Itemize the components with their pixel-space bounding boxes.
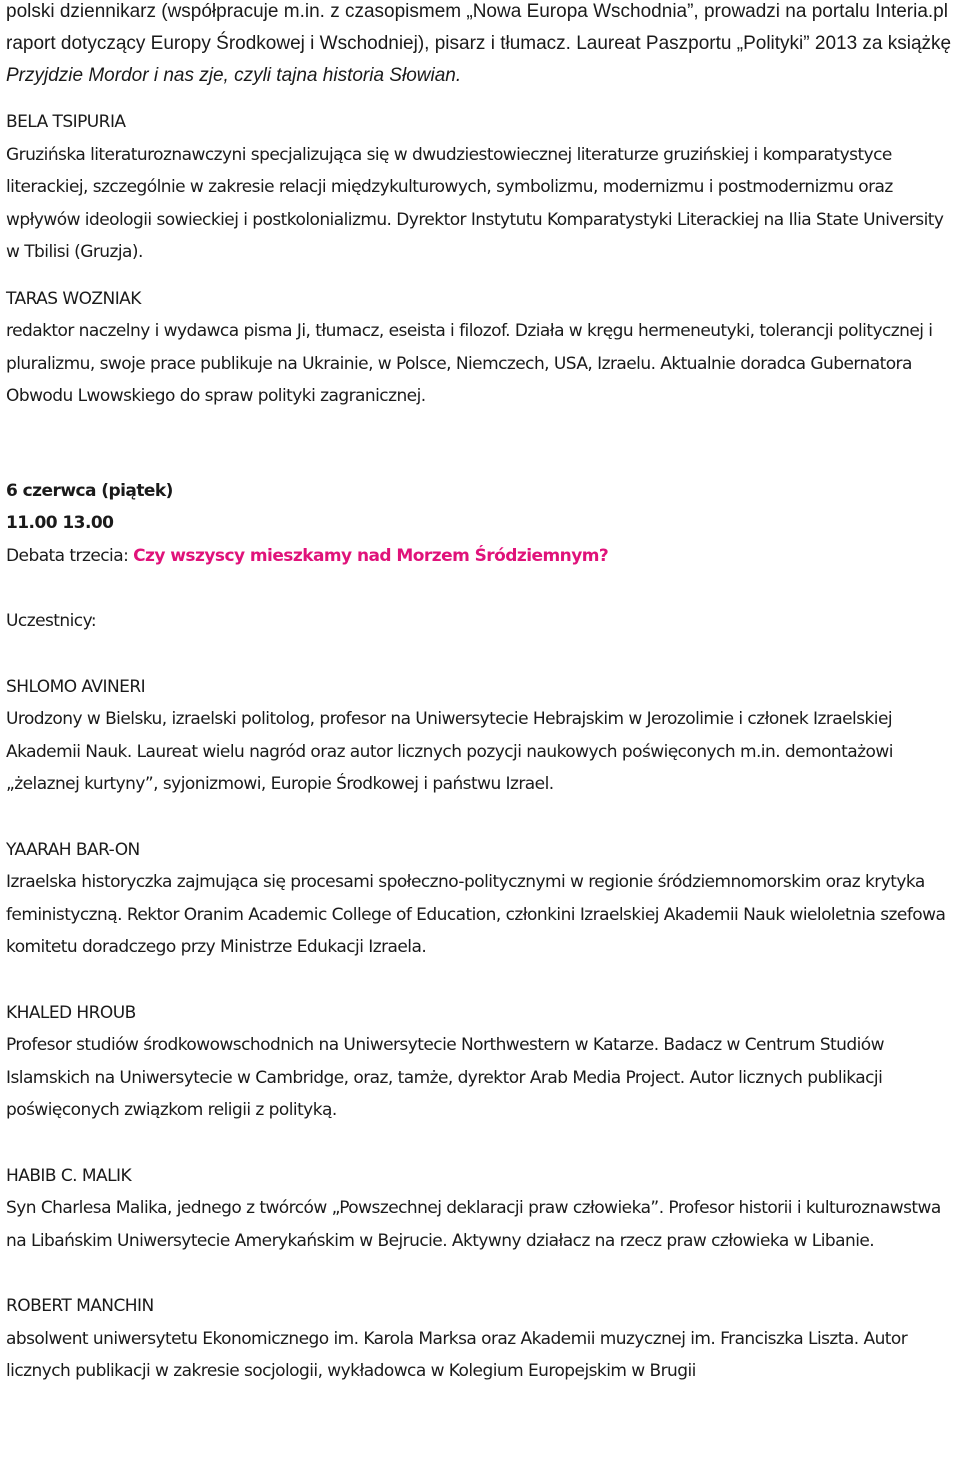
intro-text: polski dziennikarz (współpracuje m.in. z czasopismem „Nowa Europa Wschodnia”, prowadzi na portalu Interia.pl raport dotyczący Europy Środkowej i Wschodniej), pisarz i tłumacz. Laureat Paszportu „Polityki” 2013 za książkę — [6, 1, 952, 54]
debate-title: Czy wszyscy mieszkamy nad Morzem Śródziemnym? — [133, 545, 609, 566]
debate-line — [6, 540, 956, 573]
debate-prefix: Debata trzecia: — [6, 545, 134, 566]
participant-entry — [6, 834, 956, 964]
session-date: 6 czerwca (piątek) — [6, 480, 173, 501]
participant-name: ROBERT MANCHIN — [6, 1296, 154, 1316]
participants-label-wrap — [6, 605, 956, 638]
participant-entry — [6, 671, 956, 801]
participant-bio: Syn Charlesa Malika, jednego z twórców „Powszechnej deklaracji praw człowieka”. Profesor historii i kulturoznawstwa na Libańskim Uniwersytecie Amerykańskim w Bejrucie. Aktywny działacz na rzecz praw człowieka w Libanie. — [6, 1198, 941, 1251]
person-bio: Gruzińska literaturoznawczyni specjalizująca się w dwudziestowiecznej literaturze gruzińskiej i komparatystyce literackiej, szczególnie w zakresie relacji międzykulturowych, symbolizmu, modernizmu i postmodernizmu oraz wpływów ideologii sowieckiej i postkolonializmu. Dyrektor Instytutu Komparatystyki Literackiej na Ilia State University w Tbilisi (Gruzja). — [6, 144, 944, 262]
participant-name: YAARAH BAR-ON — [6, 839, 140, 860]
participant-name: SHLOMO AVINERI — [6, 676, 146, 697]
participants-label: Uczestnicy: — [6, 611, 97, 631]
intro-paragraph — [6, 0, 956, 92]
document-page — [6, 0, 956, 1388]
session-time: 11.00 13.00 — [6, 513, 114, 533]
participant-name: KHALED HROUB — [6, 1002, 136, 1023]
participant-bio: absolwent uniwersytetu Ekonomicznego im. Karola Marksa oraz Akademii muzycznej im. Franciszka Liszta. Autor licznych publikacji w zakresie socjologii, wykładowca w Kolegium Europejskim w Brugii — [6, 1328, 908, 1381]
participant-name: HABIB C. MALIK — [6, 1165, 132, 1186]
person-bio: redaktor naczelny i wydawca pisma Ji, tłumacz, eseista i filozof. Działa w kręgu hermeneutyki, tolerancji politycznej i pluralizmu, swoje prace publikuje na Ukrainie, w Polsce, Niemczech, USA, Izraelu. Aktualnie doradca Gubernatora Obwodu Lwowskiego do spraw polityki zagranicznej. — [6, 321, 933, 406]
person-entry — [6, 283, 956, 413]
participant-entry — [6, 1160, 956, 1258]
person-entry — [6, 106, 956, 269]
participant-bio: Profesor studiów środkowowschodnich na Uniwersytecie Northwestern w Katarze. Badacz w Centrum Studiów Islamskich na Uniwersytecie w Cambridge, oraz, tamże, dyrektor Arab Media Project. Autor licznych publikacji poświęconych związkom religii z polityką. — [6, 1035, 885, 1120]
session-header — [6, 475, 956, 573]
participant-entry — [6, 997, 956, 1127]
intro-book-title: Przyjdzie Mordor i nas zje, czyli tajna historia Słowian. — [6, 65, 462, 86]
participant-bio: Izraelska historyczka zajmująca się procesami społeczno-politycznymi w regionie śródziemnomorskim oraz krytyka feministyczną. Rektor Oranim Academic College of Education, członkini Izraelskiej Akademii Nauk wieloletnia szefowa komitetu doradczego przy Ministrze Edukacji Izraela. — [6, 872, 946, 957]
person-name: BELA TSIPURIA — [6, 112, 126, 132]
participant-entry — [6, 1290, 956, 1388]
participant-bio: Urodzony w Bielsku, izraelski politolog, profesor na Uniwersytecie Hebrajskim w Jerozolimie i członek Izraelskiej Akademii Nauk. Laureat wielu nagród oraz autor licznych pozycji naukowych poświęconych m.in. demontażowi „żelaznej kurtyny”, syjonizmowi, Europie Środkowej i państwu Izrael. — [6, 709, 893, 794]
person-name: TARAS WOZNIAK — [6, 288, 141, 309]
